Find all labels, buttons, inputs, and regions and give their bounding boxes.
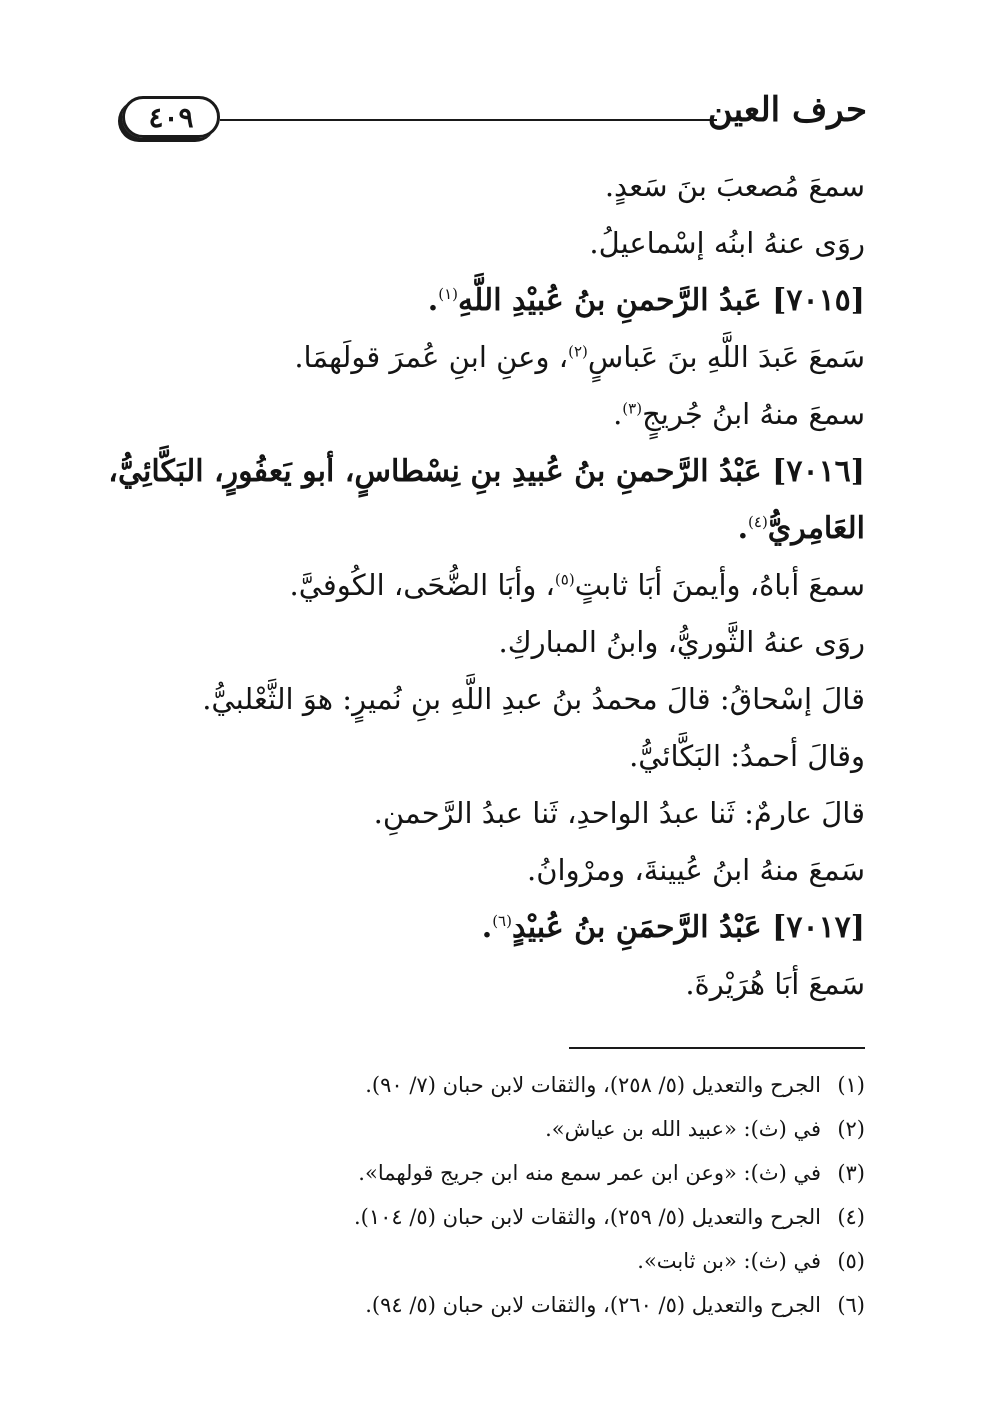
footnote-text: الجرح والتعديل (٥/ ٢٥٩)، والثقات لابن حبان (٥/ ١٠٤). xyxy=(353,1205,821,1229)
footnote-ref: (٥) xyxy=(554,570,575,589)
footnote-text: في (ث): «بن ثابت». xyxy=(637,1249,821,1273)
footnote-ref: (٦) xyxy=(492,912,512,930)
chapter-title: حرف العين xyxy=(707,90,867,130)
footnote-number: (٥) xyxy=(837,1249,865,1273)
text-line: روَى عنهُ ابنُه إسْماعيلُ. xyxy=(589,226,865,260)
footnote-text: الجرح والتعديل (٥/ ٢٦٠)، والثقات لابن حبان (٥/ ٩٤). xyxy=(365,1293,821,1317)
footnotes xyxy=(130,1063,865,1327)
header-rule xyxy=(220,119,717,121)
text-line: سَمعَ منهُ ابنُ عُيينةَ، ومرْوانُ. xyxy=(527,853,865,887)
entry-heading-7016: [٧٠١٦] عَبْدُ الرَّحمنِ بنُ عُبيدِ بنِ نِسْطاسٍ، أبو يَعفُورٍ، البَكَّائِيُّ، xyxy=(108,454,865,489)
text-line: روَى عنهُ الثَّوريُّ، وابنُ المباركِ. xyxy=(498,625,865,659)
footnote xyxy=(130,1151,865,1195)
footnote xyxy=(130,1107,865,1151)
text-line: قالَ إسْحاقُ: قالَ محمدُ بنُ عبدِ اللَّهِ بنِ نُميرٍ: هوَ الثَّعْلبيُّ. xyxy=(202,682,865,716)
main-text xyxy=(108,158,865,1013)
footnote-number: (١) xyxy=(837,1073,865,1097)
page-number: ٤٠٩ xyxy=(122,96,220,138)
text-line: قالَ عارمٌ: ثَنا عبدُ الواحدِ، ثَنا عبدُ الرَّحمنِ. xyxy=(373,796,865,830)
footnote-ref: (٣) xyxy=(622,399,643,418)
text-line: سمعَ أباهُ، وأيمنَ أبَا ثابتٍ$^{(٥)}$، وأبَا الضُّحَى، الكُوفيَّ. xyxy=(289,568,865,602)
text-line: سمعَ منهُ ابنُ جُريجٍ$^{(٣)}$. xyxy=(613,397,865,431)
footnote-text: الجرح والتعديل (٥/ ٢٥٨)، والثقات لابن حبان (٧/ ٩٠). xyxy=(365,1073,821,1097)
text-line: سَمعَ أبَا هُرَيْرةَ. xyxy=(685,967,865,1001)
footnote-ref: (٢) xyxy=(568,342,588,361)
entry-heading-7015: [٧٠١٥] عَبدُ الرَّحمنِ بنُ عُبيْدِ اللَّهِ$^{(١)}$. xyxy=(427,283,865,318)
footnote-number: (٢) xyxy=(837,1117,865,1141)
footnote-text: في (ث): «وعن ابن عمر سمع منه ابن جريج قولهما». xyxy=(358,1161,821,1185)
page-header xyxy=(122,92,867,148)
footnote-number: (٤) xyxy=(837,1205,865,1229)
footnote-text: في (ث): «عبيد الله بن عياش». xyxy=(545,1117,821,1141)
text-line: سمعَ مُصعبَ بنَ سَعدٍ. xyxy=(604,169,865,203)
footnote xyxy=(130,1063,865,1107)
footnote xyxy=(130,1195,865,1239)
footnote-ref: (٤) xyxy=(748,513,768,531)
footnote-number: (٦) xyxy=(837,1293,865,1317)
footnote-separator xyxy=(569,1047,865,1049)
footnote-number: (٣) xyxy=(837,1161,865,1185)
entry-heading-7017: [٧٠١٧] عَبْدُ الرَّحمَنِ بنُ عُبيْدٍ$^{(٦)}$. xyxy=(481,910,865,945)
entry-heading-7016-cont: العَامِريُّ$^{(٤)}$. xyxy=(737,511,865,546)
footnote xyxy=(130,1239,865,1283)
footnote xyxy=(130,1283,865,1327)
footnote-ref: (١) xyxy=(438,285,459,303)
text-line: وقالَ أحمدُ: البَكَّائيُّ. xyxy=(629,739,865,773)
text-line: سَمعَ عَبدَ اللَّهِ بنَ عَباسٍ$^{(٢)}$، وعنِ ابنِ عُمرَ قولَهمَا. xyxy=(294,340,865,374)
